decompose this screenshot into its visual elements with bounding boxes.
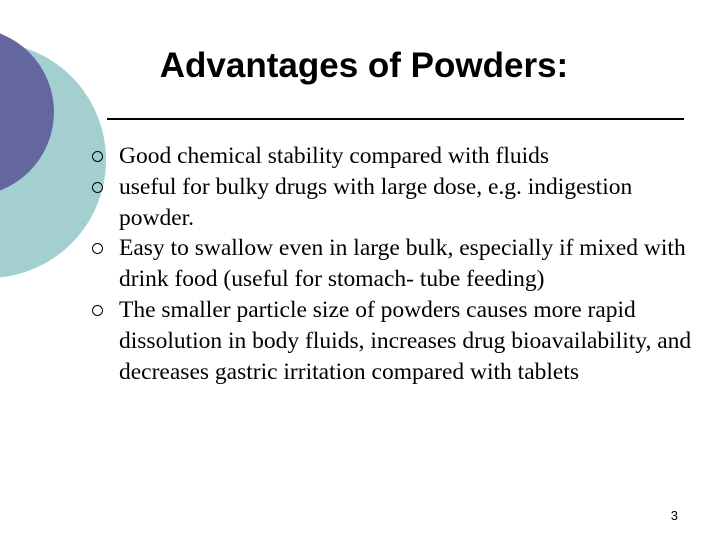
slide-title: Advantages of Powders: bbox=[159, 46, 569, 85]
title-underline bbox=[107, 118, 684, 120]
bullet-item bbox=[92, 141, 692, 172]
bullet-circle-icon bbox=[92, 151, 103, 162]
bullet-text: Easy to swallow even in large bulk, especially if mixed with drink food (useful for stomach- tube feeding) bbox=[119, 235, 686, 293]
bullet-item bbox=[92, 233, 692, 295]
bullet-text: Good chemical stability compared with fluids bbox=[119, 143, 550, 169]
bullet-item bbox=[92, 172, 692, 234]
bullet-text: useful for bulky drugs with large dose, e.g. indigestion powder. bbox=[119, 173, 633, 231]
bullet-circle-icon bbox=[92, 305, 103, 316]
bullet-circle-icon bbox=[92, 243, 103, 254]
bullet-text: The smaller particle size of powders causes more rapid dissolution in body fluids, increases drug bioavailability, and decreases gastric irritation compared with tablets bbox=[119, 296, 692, 385]
bullet-item bbox=[92, 295, 692, 387]
page-number: 3 bbox=[670, 508, 678, 523]
bullet-list bbox=[92, 141, 692, 387]
bullet-circle-icon bbox=[92, 182, 103, 193]
